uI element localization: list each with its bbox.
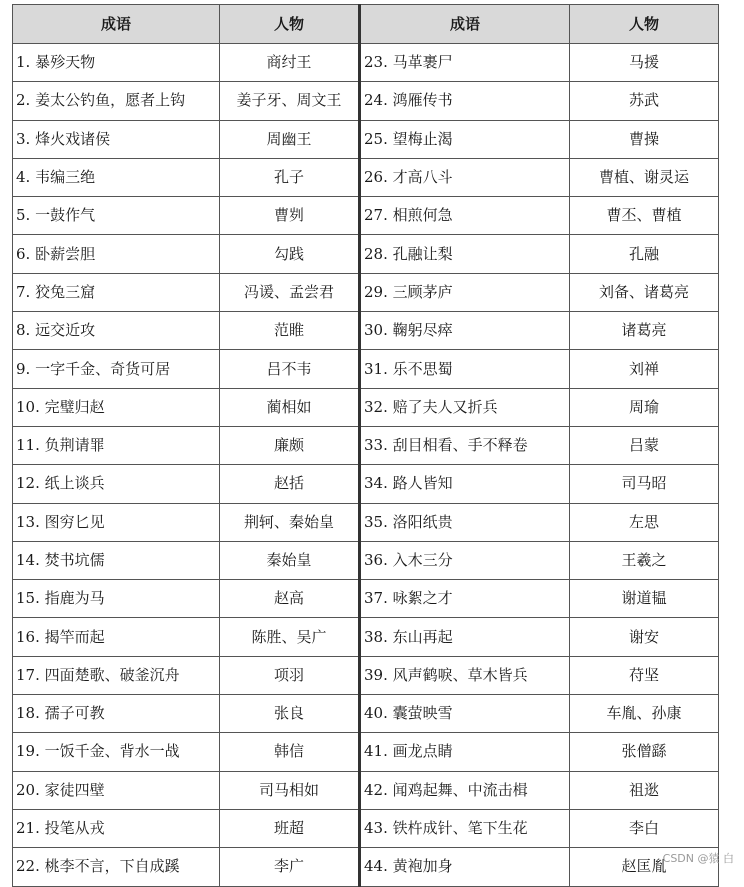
idiom-cell-left: 8. 远交近攻 [13,312,220,350]
person-cell-right: 刘备、诸葛亮 [570,273,719,311]
idiom-cell-right: 25. 望梅止渴 [360,120,570,158]
idiom-cell-left: 16. 揭竿而起 [13,618,220,656]
table-row [13,695,719,733]
person-cell-right: 曹操 [570,120,719,158]
person-cell-left: 张良 [220,695,360,733]
table-row [13,541,719,579]
idiom-cell-left: 10. 完璧归赵 [13,388,220,426]
idiom-cell-right: 32. 赔了夫人又折兵 [360,388,570,426]
idiom-person-table-container [12,4,718,887]
table-row [13,120,719,158]
header-row [13,5,719,44]
person-cell-right: 李白 [570,809,719,847]
table-row [13,426,719,464]
idiom-cell-left: 1. 暴殄天物 [13,44,220,82]
person-cell-left: 周幽王 [220,120,360,158]
idiom-cell-right: 33. 刮目相看、手不释卷 [360,426,570,464]
table-body [13,44,719,887]
idiom-cell-right: 43. 铁杵成针、笔下生花 [360,809,570,847]
idiom-cell-right: 24. 鸿雁传书 [360,82,570,120]
person-cell-right: 孔融 [570,235,719,273]
idiom-cell-left: 13. 图穷匕见 [13,503,220,541]
idiom-cell-right: 34. 路人皆知 [360,465,570,503]
idiom-cell-right: 26. 才高八斗 [360,158,570,196]
person-cell-right: 曹丕、曹植 [570,197,719,235]
person-cell-left: 赵括 [220,465,360,503]
table-row [13,656,719,694]
person-cell-left: 姜子牙、周文王 [220,82,360,120]
idiom-cell-right: 35. 洛阳纸贵 [360,503,570,541]
idiom-cell-left: 17. 四面楚歌、破釜沉舟 [13,656,220,694]
idiom-cell-right: 23. 马革裹尸 [360,44,570,82]
table-row [13,733,719,771]
idiom-cell-right: 36. 入木三分 [360,541,570,579]
table-row [13,809,719,847]
table-row [13,82,719,120]
idiom-cell-right: 44. 黄袍加身 [360,848,570,886]
table-row [13,44,719,82]
person-cell-left: 廉颇 [220,426,360,464]
person-cell-left: 李广 [220,848,360,886]
person-cell-right: 车胤、孙康 [570,695,719,733]
person-cell-right: 张僧繇 [570,733,719,771]
idiom-cell-left: 15. 指鹿为马 [13,580,220,618]
idiom-cell-right: 40. 囊萤映雪 [360,695,570,733]
person-cell-left: 荆轲、秦始皇 [220,503,360,541]
table-row [13,273,719,311]
idiom-cell-left: 21. 投笔从戎 [13,809,220,847]
person-cell-right: 吕蒙 [570,426,719,464]
idiom-cell-right: 37. 咏絮之才 [360,580,570,618]
table-row [13,197,719,235]
person-cell-left: 司马相如 [220,771,360,809]
person-cell-right: 司马昭 [570,465,719,503]
person-cell-left: 赵高 [220,580,360,618]
table-row [13,158,719,196]
idiom-cell-left: 4. 韦编三绝 [13,158,220,196]
person-cell-left: 韩信 [220,733,360,771]
idiom-person-table [12,4,719,887]
header-idiom-left: 成语 [13,5,220,44]
idiom-cell-right: 42. 闻鸡起舞、中流击楫 [360,771,570,809]
idiom-cell-left: 14. 焚书坑儒 [13,541,220,579]
person-cell-right: 王羲之 [570,541,719,579]
idiom-cell-right: 38. 东山再起 [360,618,570,656]
person-cell-left: 陈胜、吴广 [220,618,360,656]
table-row [13,848,719,886]
table-row [13,618,719,656]
person-cell-left: 勾践 [220,235,360,273]
idiom-cell-left: 22. 桃李不言，下自成蹊 [13,848,220,886]
person-cell-right: 苻坚 [570,656,719,694]
person-cell-right: 周瑜 [570,388,719,426]
header-person-right: 人物 [570,5,719,44]
idiom-cell-right: 39. 风声鹤唳、草木皆兵 [360,656,570,694]
person-cell-left: 冯谖、孟尝君 [220,273,360,311]
table-row [13,771,719,809]
idiom-cell-left: 7. 狡兔三窟 [13,273,220,311]
header-idiom-right: 成语 [360,5,570,44]
idiom-cell-left: 5. 一鼓作气 [13,197,220,235]
person-cell-left: 项羽 [220,656,360,694]
table-row [13,465,719,503]
idiom-cell-right: 30. 鞠躬尽瘁 [360,312,570,350]
person-cell-right: 刘禅 [570,350,719,388]
table-row [13,235,719,273]
header-person-left: 人物 [220,5,360,44]
idiom-cell-right: 28. 孔融让梨 [360,235,570,273]
idiom-cell-left: 18. 孺子可教 [13,695,220,733]
person-cell-right: 祖逖 [570,771,719,809]
idiom-cell-left: 19. 一饭千金、背水一战 [13,733,220,771]
person-cell-right: 左思 [570,503,719,541]
person-cell-left: 班超 [220,809,360,847]
idiom-cell-left: 6. 卧薪尝胆 [13,235,220,273]
idiom-cell-left: 3. 烽火戏诸侯 [13,120,220,158]
idiom-cell-right: 41. 画龙点睛 [360,733,570,771]
person-cell-left: 范睢 [220,312,360,350]
idiom-cell-left: 12. 纸上谈兵 [13,465,220,503]
idiom-cell-left: 9. 一字千金、奇货可居 [13,350,220,388]
person-cell-left: 吕不韦 [220,350,360,388]
table-row [13,350,719,388]
person-cell-left: 商纣王 [220,44,360,82]
idiom-cell-right: 29. 三顾茅庐 [360,273,570,311]
person-cell-right: 赵匡胤 [570,848,719,886]
person-cell-right: 诸葛亮 [570,312,719,350]
table-row [13,580,719,618]
person-cell-left: 孔子 [220,158,360,196]
person-cell-right: 马援 [570,44,719,82]
table-row [13,388,719,426]
person-cell-left: 秦始皇 [220,541,360,579]
person-cell-left: 蔺相如 [220,388,360,426]
person-cell-right: 曹植、谢灵运 [570,158,719,196]
person-cell-left: 曹刿 [220,197,360,235]
person-cell-right: 谢安 [570,618,719,656]
idiom-cell-left: 20. 家徒四壁 [13,771,220,809]
person-cell-right: 苏武 [570,82,719,120]
watermark: CSDN @猿 白 [662,852,734,865]
idiom-cell-right: 31. 乐不思蜀 [360,350,570,388]
table-row [13,503,719,541]
idiom-cell-left: 2. 姜太公钓鱼，愿者上钩 [13,82,220,120]
table-header [13,5,719,44]
idiom-cell-left: 11. 负荆请罪 [13,426,220,464]
table-row [13,312,719,350]
idiom-cell-right: 27. 相煎何急 [360,197,570,235]
person-cell-right: 谢道韫 [570,580,719,618]
